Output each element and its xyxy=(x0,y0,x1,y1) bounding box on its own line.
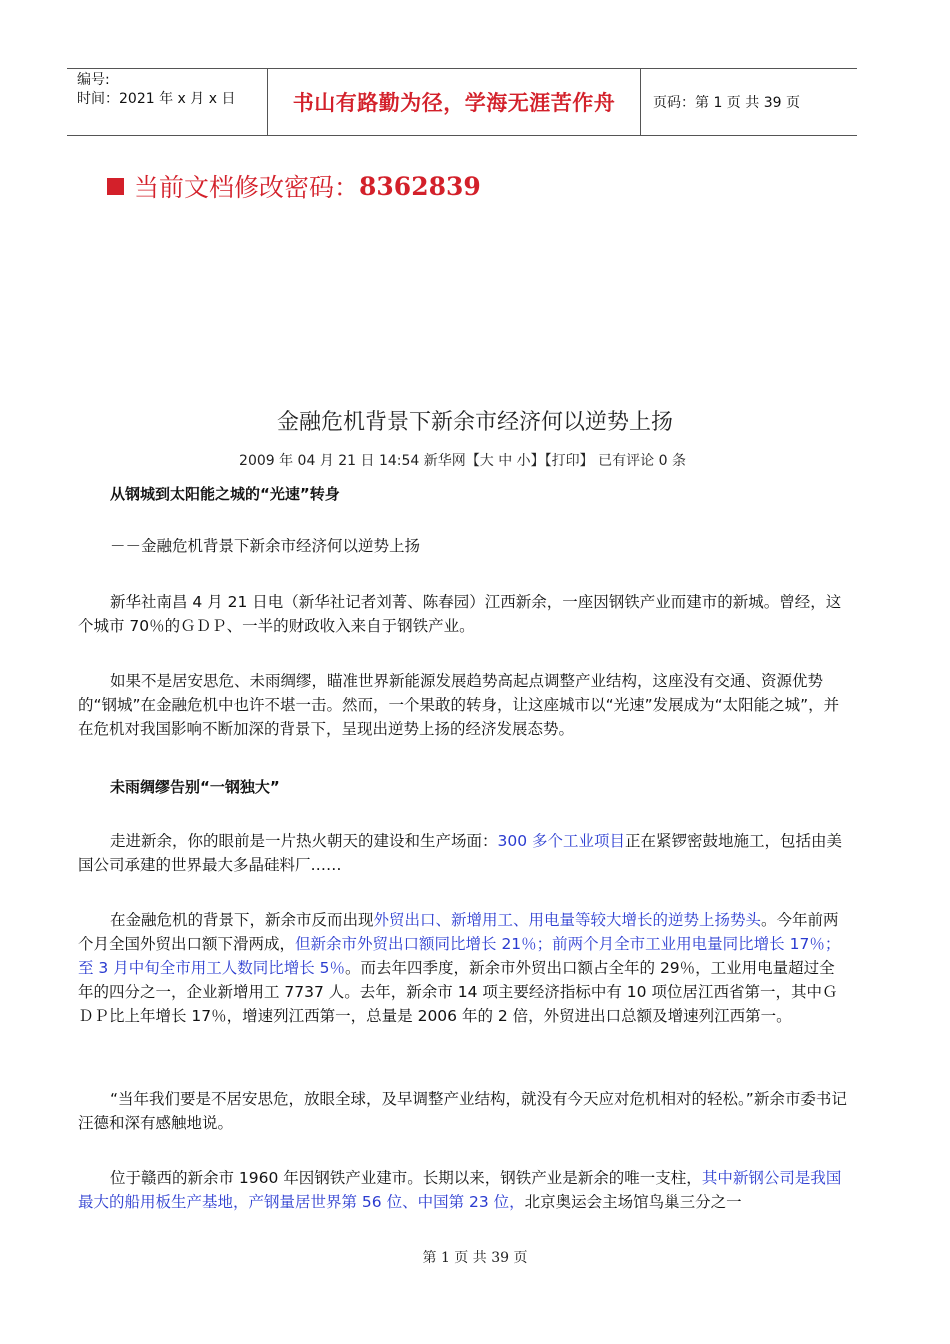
subhead-1: 从钢城到太阳能之城的“光速”转身 xyxy=(110,485,340,503)
p4-text-e: 。而去年四季度，新余市外贸出口额占全年的 29％，工业用电量超过全年的四分之一，企业新增用工 7737 人。去年，新余市 14 项主要经济指标中有 10 项位居江西省第一，其中ＧＤＰ比上年增长 17％，增速列江西第一，总量是 2006 年的 2 倍，外贸进出口总额及增速列江西第一。 xyxy=(78,959,838,1025)
header-meta-cell xyxy=(67,69,268,135)
subhead-2: 未雨绸缪告别“一钢独大” xyxy=(110,778,280,796)
document-header xyxy=(67,68,857,136)
article-meta: 2009 年 04 月 21 日 14:54 新华网【大 中 小】【打印】 已有评论 0 条 xyxy=(239,453,686,469)
p6-text-a: 位于赣西的新余市 1960 年因钢铁产业建市。长期以来，钢铁产业是新余的唯一支柱， xyxy=(110,1169,702,1187)
p4-text-a: 在金融危机的背景下，新余市反而出现 xyxy=(110,911,374,929)
p3-text-c: 正在紧锣密鼓地施工，包括由美国公司承建的世界最大多晶硅料厂…… xyxy=(78,832,843,874)
p4-highlight-2: 但新余市外贸出口额同比增长 21％；前两个月全市工业用电量同比增长 17％；至 3 月中旬全市用工人数同比增长 5％ xyxy=(78,935,841,977)
motto-text: 书山有路勤为径，学海无涯苦作舟 xyxy=(292,90,616,115)
p4-highlight-1: 外贸出口、新增用工、用电量等较大增长的逆势上扬势头 xyxy=(373,911,762,929)
header-motto-cell xyxy=(268,69,641,135)
p6-highlight: 其中新钢公司是我国最大的船用板生产基地，产钢量居世界第 56 位、中国第 23 位， xyxy=(78,1169,842,1211)
number-label: 编号: xyxy=(77,72,110,88)
password-line xyxy=(107,168,481,204)
page-info: 页码：第 1 页 共 39 页 xyxy=(653,95,800,111)
p3-text-a: 走进新余，你的眼前是一片热火朝天的建设和生产场面： xyxy=(110,832,498,850)
password-label: 当前文档修改密码： xyxy=(134,173,360,202)
header-page-cell xyxy=(641,69,857,135)
p4-text-c: 。今年前两个月全国外贸出口额下滑两成， xyxy=(78,911,839,953)
paragraph-2: 如果不是居安思危、未雨绸缪，瞄准世界新能源发展趋势高起点调整产业结构，这座没有交通、资源优势的“钢城”在金融危机中也许不堪一击。然而，一个果敢的转身，让这座城市以“光速”发展成为“太阳能之城”，并在危机对我国影响不断加深的背景下，呈现出逆势上扬的经济发展态势。 xyxy=(78,672,840,738)
page-footer: 第 1 页 共 39 页 xyxy=(422,1250,528,1266)
article-title: 金融危机背景下新余市经济何以逆势上扬 xyxy=(276,410,673,435)
time-label: 时间：2021 年 x 月 x 日 xyxy=(77,91,236,107)
p3-highlight: 300 多个工业项目 xyxy=(497,832,626,850)
password-value: 8362839 xyxy=(359,171,481,201)
paragraph-1: 新华社南昌 4 月 21 日电（新华社记者刘菁、陈春园）江西新余，一座因钢铁产业而建市的新城。曾经，这个城市 70％的ＧＤＰ、一半的财政收入来自于钢铁产业。 xyxy=(78,593,842,635)
p6-text-c: 北京奥运会主场馆鸟巢三分之一 xyxy=(524,1193,742,1211)
paragraph-5: “当年我们要是不居安思危，放眼全球，及早调整产业结构，就没有今天应对危机相对的轻松。”新余市委书记汪德和深有感触地说。 xyxy=(78,1090,847,1132)
square-bullet-icon xyxy=(107,178,124,195)
dash-subtitle: －－金融危机背景下新余市经济何以逆势上扬 xyxy=(110,537,421,555)
paragraph-6 xyxy=(78,1166,850,1214)
paragraph-4 xyxy=(78,908,850,1028)
paragraph-3 xyxy=(78,829,850,877)
